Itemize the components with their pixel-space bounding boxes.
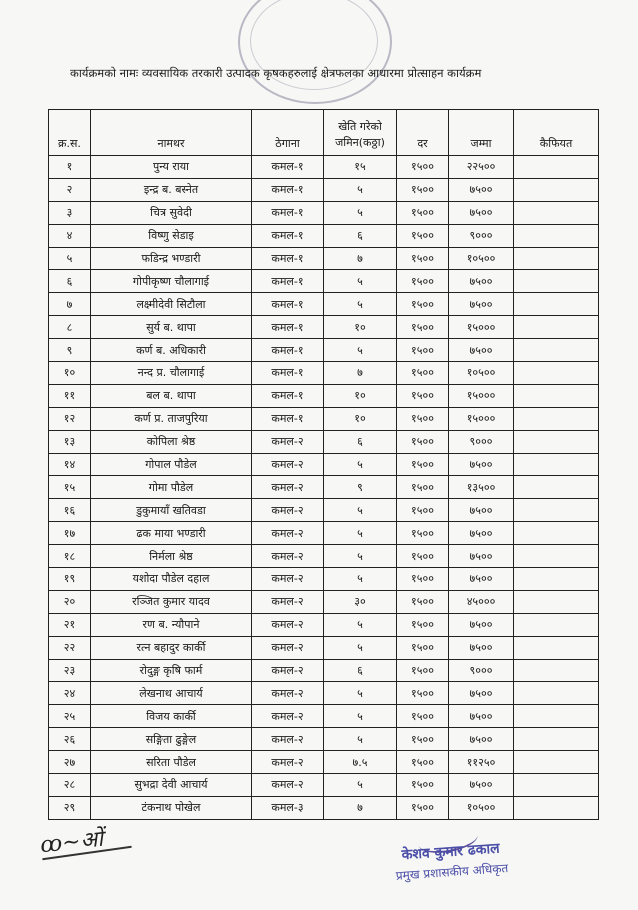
cell-address: कमल-१ — [252, 316, 324, 339]
cell-remarks — [514, 201, 599, 224]
cell-address: कमल-२ — [252, 590, 324, 613]
cell-sn: २६ — [49, 728, 91, 751]
cell-name: लक्ष्मीदेवी सिटौला — [91, 293, 252, 316]
cell-area: ६ — [324, 224, 397, 247]
cell-sn: २७ — [49, 751, 91, 774]
cell-area: ५ — [324, 682, 397, 705]
cell-address: कमल-३ — [252, 796, 324, 819]
cell-total: ७५०० — [449, 499, 514, 522]
cell-remarks — [514, 156, 599, 179]
cell-rate: १५०० — [397, 590, 449, 613]
cell-address: कमल-१ — [252, 224, 324, 247]
cell-name: रण ब. न्यौपाने — [91, 613, 252, 636]
cell-area: ३० — [324, 590, 397, 613]
cell-sn: १४ — [49, 453, 91, 476]
cell-name: सुर्य ब. थापा — [91, 316, 252, 339]
cell-name: डुकुमायाँ खतिवडा — [91, 499, 252, 522]
cell-sn: १३ — [49, 430, 91, 453]
cell-total: ७५०० — [449, 728, 514, 751]
cell-total: १०५०० — [449, 362, 514, 385]
cell-sn: ८ — [49, 316, 91, 339]
table-row — [49, 796, 599, 819]
cell-area: ५ — [324, 705, 397, 728]
cell-name: चित्र सुवेदी — [91, 201, 252, 224]
header-total: जम्मा — [449, 110, 514, 156]
cell-sn: २ — [49, 178, 91, 201]
cell-remarks — [514, 224, 599, 247]
cell-area: १० — [324, 407, 397, 430]
cell-address: कमल-२ — [252, 613, 324, 636]
table-row — [49, 705, 599, 728]
cell-rate: १५०० — [397, 796, 449, 819]
cell-area: ७ — [324, 362, 397, 385]
cell-total: ७५०० — [449, 270, 514, 293]
cell-total: १५००० — [449, 384, 514, 407]
cell-total: ७५०० — [449, 201, 514, 224]
cell-remarks — [514, 751, 599, 774]
cell-remarks — [514, 270, 599, 293]
cell-rate: १५०० — [397, 407, 449, 430]
cell-address: कमल-२ — [252, 728, 324, 751]
header-name: नामथर — [91, 110, 252, 156]
cell-rate: १५०० — [397, 339, 449, 362]
cell-remarks — [514, 178, 599, 201]
cell-rate: १५०० — [397, 522, 449, 545]
cell-rate: १५०० — [397, 270, 449, 293]
table-row — [49, 545, 599, 568]
cell-area: ५ — [324, 774, 397, 797]
cell-rate: १५०० — [397, 751, 449, 774]
cell-rate: १५०० — [397, 453, 449, 476]
table-row — [49, 499, 599, 522]
cell-remarks — [514, 407, 599, 430]
cell-sn: २९ — [49, 796, 91, 819]
cell-remarks — [514, 613, 599, 636]
cell-address: कमल-१ — [252, 201, 324, 224]
cell-total: ७५०० — [449, 613, 514, 636]
cell-total: ७५०० — [449, 339, 514, 362]
table-row — [49, 751, 599, 774]
cell-remarks — [514, 499, 599, 522]
table-row — [49, 568, 599, 591]
header-sn: क्र.स. — [49, 110, 91, 156]
cell-remarks — [514, 705, 599, 728]
cell-total: ४५००० — [449, 590, 514, 613]
cell-address: कमल-१ — [252, 293, 324, 316]
cell-area: १० — [324, 384, 397, 407]
cell-address: कमल-२ — [252, 636, 324, 659]
cell-address: कमल-२ — [252, 751, 324, 774]
cell-area: ७ — [324, 796, 397, 819]
cell-total: ७५०० — [449, 774, 514, 797]
header-rate: दर — [397, 110, 449, 156]
cell-address: कमल-१ — [252, 270, 324, 293]
cell-name: निर्मला श्रेष्ठ — [91, 545, 252, 568]
cell-name: रञ्जित कुमार यादव — [91, 590, 252, 613]
header-remarks: कैफियत — [514, 110, 599, 156]
cell-address: कमल-२ — [252, 453, 324, 476]
cell-area: ५ — [324, 728, 397, 751]
table-row — [49, 316, 599, 339]
cell-remarks — [514, 476, 599, 499]
cell-address: कमल-२ — [252, 682, 324, 705]
cell-rate: १५०० — [397, 476, 449, 499]
cell-name: सङ्गिता ढुङ्गेल — [91, 728, 252, 751]
cell-sn: २४ — [49, 682, 91, 705]
cell-sn: १८ — [49, 545, 91, 568]
cell-name: कर्ण ब. अधिकारी — [91, 339, 252, 362]
officer-stamp — [394, 838, 509, 886]
cell-name: कर्ण प्र. ताजपुरिया — [91, 407, 252, 430]
table-row — [49, 476, 599, 499]
cell-total: ७५०० — [449, 293, 514, 316]
table-row — [49, 384, 599, 407]
cell-address: कमल-१ — [252, 247, 324, 270]
cell-area: ५ — [324, 293, 397, 316]
cell-rate: १५०० — [397, 156, 449, 179]
cell-name: विष्णु सेडाइ — [91, 224, 252, 247]
cell-sn: १७ — [49, 522, 91, 545]
cell-total: ७५०० — [449, 568, 514, 591]
cell-rate: १५०० — [397, 705, 449, 728]
cell-sn: २२ — [49, 636, 91, 659]
cell-area: ५ — [324, 339, 397, 362]
table-row — [49, 774, 599, 797]
cell-name: सरिता पौडेल — [91, 751, 252, 774]
cell-sn: ११ — [49, 384, 91, 407]
cell-area: ७.५ — [324, 751, 397, 774]
cell-name: रोदुङ्ग कृषि फार्म — [91, 659, 252, 682]
cell-rate: १५०० — [397, 384, 449, 407]
cell-name: सुभद्रा देवी आचार्य — [91, 774, 252, 797]
table-row — [49, 247, 599, 270]
cell-sn: ३ — [49, 201, 91, 224]
cell-area: ५ — [324, 178, 397, 201]
cell-remarks — [514, 728, 599, 751]
cell-sn: १० — [49, 362, 91, 385]
cell-address: कमल-१ — [252, 384, 324, 407]
cell-name: कोपिला श्रेष्ठ — [91, 430, 252, 453]
cell-remarks — [514, 659, 599, 682]
table-header-row — [49, 110, 599, 156]
cell-name: फडिन्द्र भण्डारी — [91, 247, 252, 270]
table-row — [49, 728, 599, 751]
cell-total: ७५०० — [449, 178, 514, 201]
table-row — [49, 339, 599, 362]
cell-sn: २५ — [49, 705, 91, 728]
cell-address: कमल-१ — [252, 339, 324, 362]
cell-rate: १५०० — [397, 636, 449, 659]
cell-rate: १५०० — [397, 613, 449, 636]
cell-name: लेखनाथ आचार्य — [91, 682, 252, 705]
cell-address: कमल-२ — [252, 705, 324, 728]
cell-area: १५ — [324, 156, 397, 179]
cell-name: यशोदा पौडेल दहाल — [91, 568, 252, 591]
cell-total: १५००० — [449, 407, 514, 430]
cell-remarks — [514, 339, 599, 362]
cell-total: ७५०० — [449, 682, 514, 705]
cell-total: ११२५० — [449, 751, 514, 774]
cell-address: कमल-२ — [252, 545, 324, 568]
cell-sn: १ — [49, 156, 91, 179]
cell-rate: १५०० — [397, 178, 449, 201]
cell-sn: ६ — [49, 270, 91, 293]
cell-area: ५ — [324, 453, 397, 476]
table-row — [49, 293, 599, 316]
cell-name: टंकनाथ पोखेल — [91, 796, 252, 819]
table-row — [49, 201, 599, 224]
cell-sn: ५ — [49, 247, 91, 270]
cell-remarks — [514, 682, 599, 705]
cell-area: ९ — [324, 476, 397, 499]
table-row — [49, 270, 599, 293]
cell-remarks — [514, 774, 599, 797]
cell-rate: १५०० — [397, 430, 449, 453]
cell-remarks — [514, 796, 599, 819]
cell-remarks — [514, 293, 599, 316]
cell-address: कमल-१ — [252, 178, 324, 201]
table-row — [49, 407, 599, 430]
cell-total: १५००० — [449, 316, 514, 339]
cell-sn: ९ — [49, 339, 91, 362]
cell-area: ५ — [324, 522, 397, 545]
cell-remarks — [514, 522, 599, 545]
cell-sn: १२ — [49, 407, 91, 430]
cell-area: ५ — [324, 613, 397, 636]
cell-total: ७५०० — [449, 705, 514, 728]
cell-sn: १५ — [49, 476, 91, 499]
cell-remarks — [514, 384, 599, 407]
cell-sn: ७ — [49, 293, 91, 316]
cell-remarks — [514, 636, 599, 659]
cell-rate: १५०० — [397, 728, 449, 751]
cell-name: गोपीकृष्ण चौलागाई — [91, 270, 252, 293]
table-row — [49, 682, 599, 705]
cell-total: ९००० — [449, 430, 514, 453]
cell-address: कमल-२ — [252, 522, 324, 545]
cell-area: ६ — [324, 430, 397, 453]
table-row — [49, 453, 599, 476]
cell-rate: १५०० — [397, 247, 449, 270]
cell-name: पुन्य राया — [91, 156, 252, 179]
cell-rate: १५०० — [397, 201, 449, 224]
table-row — [49, 178, 599, 201]
cell-name: गोपाल पौडेल — [91, 453, 252, 476]
handwritten-signature-left: ꝏ~ओं — [39, 826, 105, 859]
cell-area: ५ — [324, 201, 397, 224]
cell-address: कमल-२ — [252, 430, 324, 453]
cell-rate: १५०० — [397, 362, 449, 385]
cell-remarks — [514, 453, 599, 476]
cell-rate: १५०० — [397, 293, 449, 316]
cell-name: रत्न बहादुर कार्की — [91, 636, 252, 659]
cell-total: ७५०० — [449, 453, 514, 476]
table-row — [49, 613, 599, 636]
cell-remarks — [514, 590, 599, 613]
cell-total: ७५०० — [449, 545, 514, 568]
cell-rate: १५०० — [397, 682, 449, 705]
cell-name: ढक माया भण्डारी — [91, 522, 252, 545]
cell-address: कमल-१ — [252, 407, 324, 430]
cell-address: कमल-२ — [252, 499, 324, 522]
cell-rate: १५०० — [397, 224, 449, 247]
cell-name: बल ब. थापा — [91, 384, 252, 407]
cell-sn: २८ — [49, 774, 91, 797]
cell-total: ७५०० — [449, 636, 514, 659]
cell-name: विजय कार्की — [91, 705, 252, 728]
cell-remarks — [514, 362, 599, 385]
cell-address: कमल-२ — [252, 568, 324, 591]
cell-address: कमल-२ — [252, 476, 324, 499]
table-row — [49, 362, 599, 385]
cell-remarks — [514, 247, 599, 270]
cell-area: ५ — [324, 499, 397, 522]
header-area: खेति गरेको जमिन(कठ्ठा) — [324, 110, 397, 156]
table-row — [49, 659, 599, 682]
cell-total: ९००० — [449, 224, 514, 247]
cell-area: ६ — [324, 659, 397, 682]
cell-area: ५ — [324, 545, 397, 568]
cell-address: कमल-२ — [252, 659, 324, 682]
cell-total: ९००० — [449, 659, 514, 682]
cell-name: नन्द प्र. चौलागाई — [91, 362, 252, 385]
table-row — [49, 636, 599, 659]
cell-address: कमल-१ — [252, 362, 324, 385]
cell-rate: १५०० — [397, 316, 449, 339]
cell-name: इन्द्र ब. बस्नेत — [91, 178, 252, 201]
cell-area: ५ — [324, 270, 397, 293]
cell-area: १० — [324, 316, 397, 339]
cell-remarks — [514, 545, 599, 568]
cell-rate: १५०० — [397, 545, 449, 568]
program-title: कार्यक्रमको नामः व्यवसायिक तरकारी उत्पादक कृषकहरुलाई क्षेत्रफलका आधारमा प्रोत्साहन कार्यक्रम — [70, 66, 482, 80]
cell-remarks — [514, 316, 599, 339]
cell-sn: २० — [49, 590, 91, 613]
cell-remarks — [514, 568, 599, 591]
cell-sn: ४ — [49, 224, 91, 247]
table-row — [49, 590, 599, 613]
cell-total: ७५०० — [449, 522, 514, 545]
officer-name: केशव कुमार ढकाल — [401, 840, 501, 864]
beneficiary-table — [48, 109, 599, 820]
cell-sn: २३ — [49, 659, 91, 682]
cell-area: ५ — [324, 568, 397, 591]
cell-address: कमल-१ — [252, 156, 324, 179]
officer-designation: प्रमुख प्रशासकीय अधिकृत — [395, 861, 509, 883]
cell-area: ७ — [324, 247, 397, 270]
cell-total: १०५०० — [449, 796, 514, 819]
cell-address: कमल-२ — [252, 774, 324, 797]
table-row — [49, 430, 599, 453]
header-address: ठेगाना — [252, 110, 324, 156]
cell-rate: १५०० — [397, 499, 449, 522]
cell-area: ५ — [324, 636, 397, 659]
cell-sn: २१ — [49, 613, 91, 636]
cell-rate: १५०० — [397, 659, 449, 682]
cell-rate: १५०० — [397, 568, 449, 591]
table-row — [49, 156, 599, 179]
cell-total: २२५०० — [449, 156, 514, 179]
cell-total: १३५०० — [449, 476, 514, 499]
cell-rate: १५०० — [397, 774, 449, 797]
cell-remarks — [514, 430, 599, 453]
cell-total: १०५०० — [449, 247, 514, 270]
cell-sn: १९ — [49, 568, 91, 591]
table-row — [49, 224, 599, 247]
cell-name: गोमा पौडेल — [91, 476, 252, 499]
cell-sn: १६ — [49, 499, 91, 522]
table-row — [49, 522, 599, 545]
